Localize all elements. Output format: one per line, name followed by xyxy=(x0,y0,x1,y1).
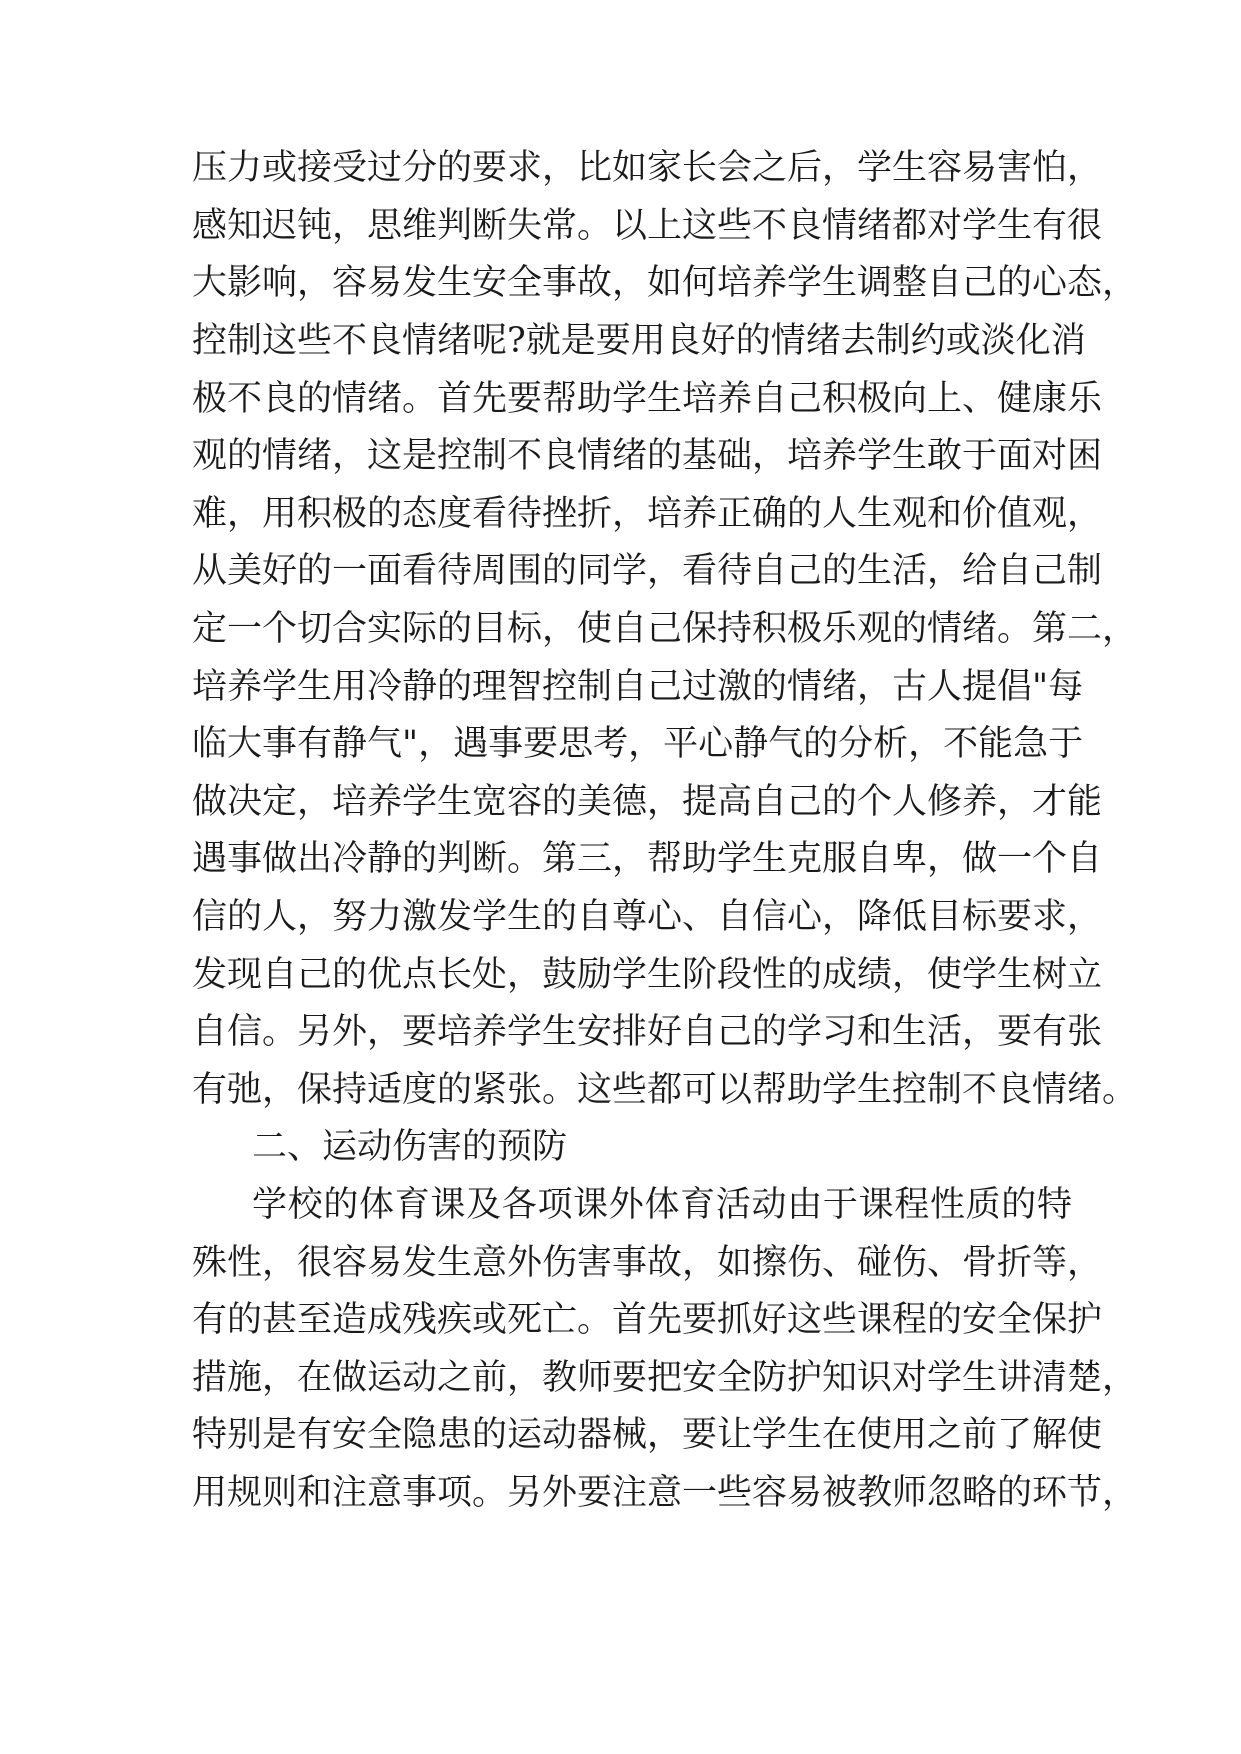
text-line: 遇事做出冷静的判断。第三，帮助学生克服自卑，做一个自 xyxy=(192,839,1103,879)
text-line: 极不良的情绪。首先要帮助学生培养自己积极向上、健康乐 xyxy=(192,379,1103,419)
text-line: 从美好的一面看待周围的同学，看待自己的生活，给自己制 xyxy=(192,551,1103,591)
text-line: 难，用积极的态度看待挫折，培养正确的人生观和价值观， xyxy=(192,494,1103,534)
text-line: 培养学生用冷静的理智控制自己过激的情绪，古人提倡"每 xyxy=(192,667,1084,707)
text-line: 有弛，保持适度的紧张。这些都可以帮助学生控制不良情绪。 xyxy=(192,1070,1138,1110)
text-line: 控制这些不良情绪呢?就是要用良好的情绪去制约或淡化消 xyxy=(192,321,1086,361)
text-line: 特别是有安全隐患的运动器械，要让学生在使用之前了解使 xyxy=(192,1415,1103,1455)
text-line: 观的情绪，这是控制不良情绪的基础，培养学生敢于面对困 xyxy=(192,436,1103,476)
text-line: 大影响，容易发生安全事故，如何培养学生调整自己的心态， xyxy=(192,263,1138,303)
text-line: 临大事有静气"，遇事要思考，平心静气的分析，不能急于 xyxy=(192,724,1084,764)
text-line: 自信。另外，要培养学生安排好自己的学习和生活，要有张 xyxy=(192,1012,1103,1052)
text-line: 信的人，努力激发学生的自尊心、自信心，降低目标要求， xyxy=(192,897,1103,937)
text-line: 压力或接受过分的要求，比如家长会之后，学生容易害怕， xyxy=(192,148,1103,188)
text-line: 殊性，很容易发生意外伤害事故，如擦伤、碰伤、骨折等， xyxy=(192,1243,1103,1283)
text-line: 定一个切合实际的目标，使自己保持积极乐观的情绪。第二， xyxy=(192,609,1138,649)
text-line: 用规则和注意事项。另外要注意一些容易被教师忽略的环节， xyxy=(192,1473,1138,1513)
text-line: 有的甚至造成残疾或死亡。首先要抓好这些课程的安全保护 xyxy=(192,1300,1103,1340)
text-line: 感知迟钝，思维判断失常。以上这些不良情绪都对学生有很 xyxy=(192,206,1103,246)
text-line: 做决定，培养学生宽容的美德，提高自己的个人修养，才能 xyxy=(192,782,1103,822)
section-heading: 二、运动伤害的预防 xyxy=(252,1127,568,1167)
text-line: 措施，在做运动之前，教师要把安全防护知识对学生讲清楚， xyxy=(192,1358,1138,1398)
text-line: 发现自己的优点长处，鼓励学生阶段性的成绩，使学生树立 xyxy=(192,955,1103,995)
text-line: 学校的体育课及各项课外体育活动由于课程性质的特 xyxy=(252,1185,1072,1225)
